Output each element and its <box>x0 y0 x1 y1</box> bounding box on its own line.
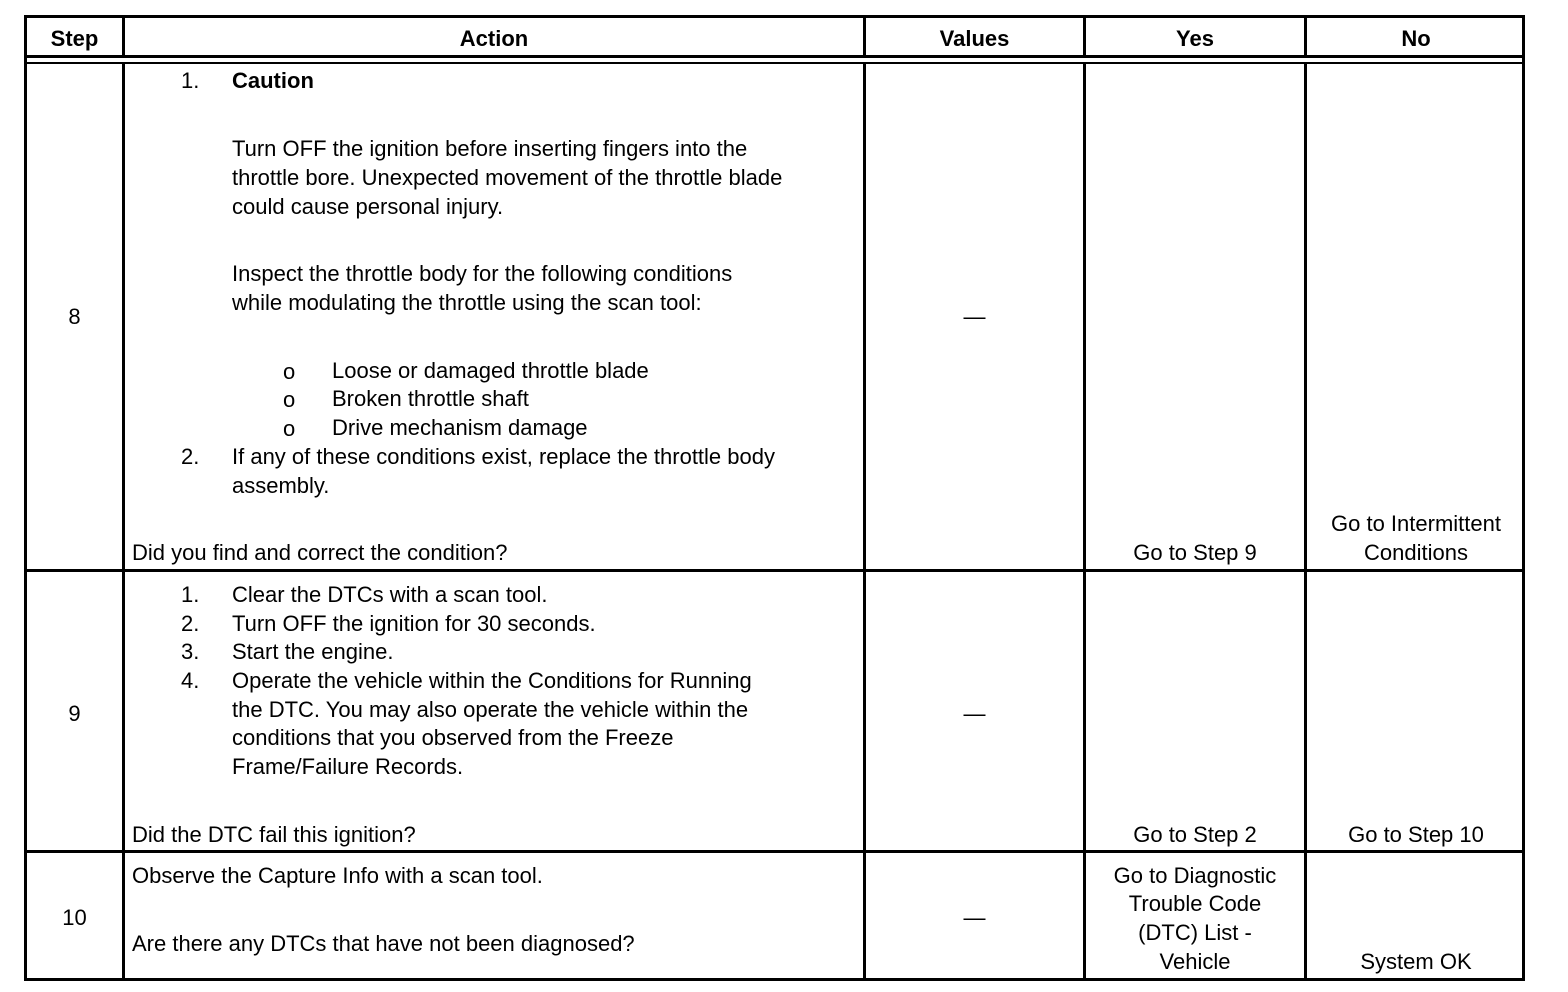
column-divider <box>122 18 125 978</box>
list-text: If any of these conditions exist, replace the throttle body <box>232 444 775 469</box>
caution-text: Turn OFF the ignition before inserting fingers into the <box>232 136 748 161</box>
yes-cell: Go to Diagnostic <box>1113 863 1277 888</box>
yes-cell: (DTC) List - <box>1138 920 1252 945</box>
no-cell: Go to Step 10 <box>1348 822 1484 847</box>
bullet-marker: o <box>283 359 296 384</box>
bullet-marker: o <box>283 387 296 412</box>
list-number: 4. <box>181 668 200 693</box>
step-number: 10 <box>62 905 87 930</box>
header-action: Action <box>459 26 529 51</box>
yes-cell: Trouble Code <box>1128 891 1262 916</box>
header-yes: Yes <box>1176 26 1214 51</box>
step-number: 9 <box>68 701 81 726</box>
question-text: Did the DTC fail this ignition? <box>132 822 416 847</box>
header-values: Values <box>939 26 1010 51</box>
list-number: 2. <box>181 611 200 636</box>
header-no: No <box>1401 26 1431 51</box>
values-cell: — <box>963 905 986 930</box>
yes-cell: Go to Step 2 <box>1133 822 1257 847</box>
action-text: Observe the Capture Info with a scan tool. <box>132 863 543 888</box>
yes-cell: Vehicle <box>1159 949 1231 974</box>
bullet-item: Loose or damaged throttle blade <box>332 358 649 383</box>
caution-text: throttle bore. Unexpected movement of the throttle blade <box>232 165 783 190</box>
row-divider <box>27 62 1522 64</box>
no-cell: System OK <box>1360 949 1472 974</box>
question-text: Did you find and correct the condition? <box>132 540 508 565</box>
list-text: Operate the vehicle within the Conditions for Running <box>232 668 752 693</box>
list-number: 1. <box>181 68 200 93</box>
bullet-item: Broken throttle shaft <box>332 386 529 411</box>
list-text: Frame/Failure Records. <box>232 754 464 779</box>
values-cell: — <box>963 304 986 329</box>
header-step: Step <box>50 26 99 51</box>
no-cell: Conditions <box>1364 540 1468 565</box>
step-number: 8 <box>68 304 81 329</box>
list-text: assembly. <box>232 473 330 498</box>
caution-text: could cause personal injury. <box>232 194 504 219</box>
list-text: Turn OFF the ignition for 30 seconds. <box>232 611 596 636</box>
inspect-text: Inspect the throttle body for the following conditions <box>232 261 733 286</box>
column-divider <box>863 18 866 978</box>
bullet-item: Drive mechanism damage <box>332 415 588 440</box>
caution-title: Caution <box>232 68 314 93</box>
list-number: 1. <box>181 582 200 607</box>
row-divider <box>27 850 1522 853</box>
bullet-marker: o <box>283 416 296 441</box>
diagnostic-table <box>24 15 1525 981</box>
list-number: 2. <box>181 444 200 469</box>
list-text: conditions that you observed from the Freeze <box>232 725 674 750</box>
inspect-text: while modulating the throttle using the scan tool: <box>232 290 702 315</box>
yes-cell: Go to Step 9 <box>1133 540 1257 565</box>
no-cell: Go to Intermittent <box>1331 511 1501 536</box>
list-text: Clear the DTCs with a scan tool. <box>232 582 548 607</box>
list-text: the DTC. You may also operate the vehicle within the <box>232 697 749 722</box>
row-divider <box>27 569 1522 572</box>
values-cell: — <box>963 701 986 726</box>
list-text: Start the engine. <box>232 639 394 664</box>
question-text: Are there any DTCs that have not been diagnosed? <box>132 931 635 956</box>
list-number: 3. <box>181 639 200 664</box>
